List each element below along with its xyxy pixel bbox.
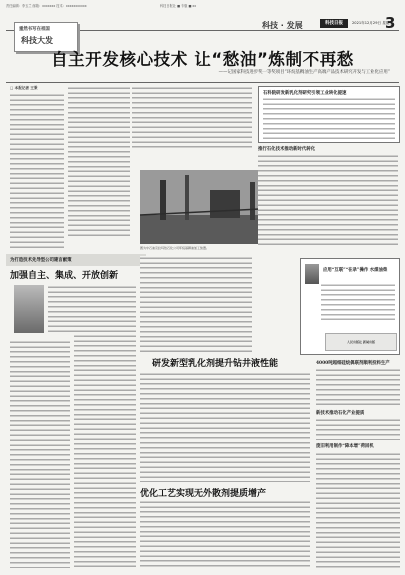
mid-article-text	[140, 372, 310, 482]
sidebar-box-1-heading: 石科院研发新乳化剂研究引领工业转化提速	[263, 91, 347, 96]
lower-column-2	[74, 285, 136, 568]
right-sidebar	[300, 258, 400, 355]
photo-caption: 图为中石油克拉玛依石化公司环烷基稠油加工装置。	[140, 246, 210, 250]
news2-heading: 新技术推动石化产业提质	[316, 411, 365, 416]
sidebar-box-2	[258, 146, 398, 246]
news3-text	[316, 452, 400, 568]
sidebar-box-1	[258, 86, 400, 143]
mid-headline: 研发新型乳化剂提升钻井液性能	[152, 359, 279, 369]
portrait-photo	[14, 285, 44, 333]
column-logo-line2: 科技大发	[21, 36, 53, 45]
section-title: 科技 · 发展	[262, 21, 303, 30]
bottom-article-text	[140, 500, 310, 568]
page-subhead: ——记国家科技进步奖一等奖项目“环烷基稠油生产高端产品技术研究开发与工业化应用”	[218, 70, 390, 75]
publisher-logo: 人民出版社 新闻出版	[325, 333, 397, 351]
news3-heading: 废旧利用制作“降本增”荷回机	[316, 444, 374, 449]
folio-left: 责任编辑：李玉兰 邮箱：xxxxxxx 技术：xxxxxxxxxxx	[6, 4, 87, 8]
folio-center: 科技日报社 ■ 专版 ■ xx	[160, 4, 197, 8]
lower-headline: 加强自主、集成、开放创新	[10, 271, 119, 281]
sidebar-box-1-text	[263, 97, 395, 140]
news1-heading: 4000吨超细硅烷偶联剂顺利投料生产	[316, 361, 390, 366]
sidebar-box-2-text	[258, 154, 398, 246]
page-number: 3	[385, 14, 396, 32]
right-sidebar-photo	[305, 264, 319, 284]
band-heading-bar	[6, 254, 146, 266]
news2-text	[316, 418, 400, 440]
right-sidebar-heading: 应用“互联”“在录”操作 水煤油柴	[323, 268, 388, 273]
bottom-headline: 优化工艺实现无外散剂提质增产	[140, 489, 267, 499]
paper-logo: 科技日报	[320, 19, 348, 28]
news1-text	[316, 368, 400, 408]
article-column-1	[10, 93, 64, 248]
issue-date: 2021年12月29日 星期三	[352, 21, 393, 25]
page-headline: 自主开发核心技术 让“愁油”炼制不再愁	[51, 50, 354, 69]
sidebar-box-2-heading: 推行石化技术推动新时代转化	[258, 147, 316, 152]
column-logo-line1: 重然书写在祖国	[19, 27, 50, 32]
middle-column	[140, 256, 252, 354]
article-column-3	[132, 86, 252, 148]
headline-rule	[6, 82, 399, 83]
byline: □ 本报记者 王秉	[10, 86, 38, 90]
lower-column-1	[10, 340, 70, 568]
band-heading: 为打造技术先导型公司建言献策	[10, 258, 72, 263]
right-sidebar-text	[321, 283, 395, 323]
article-column-2	[68, 86, 130, 236]
